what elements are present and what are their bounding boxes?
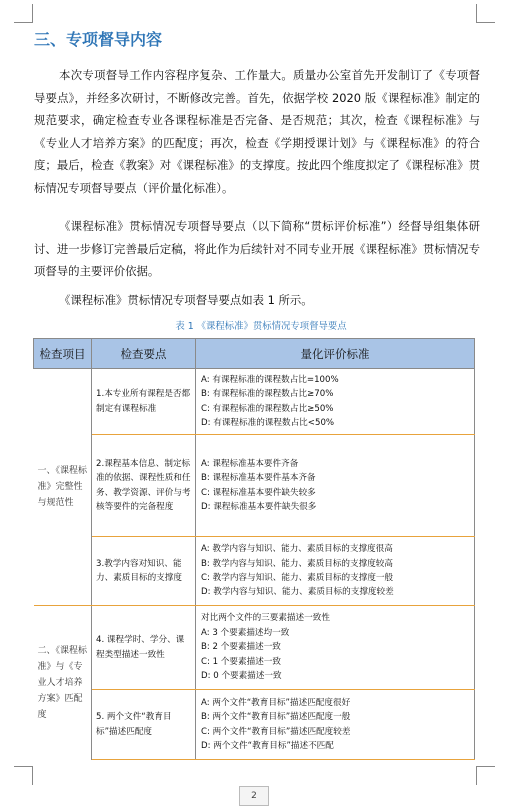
criteria-line: C: 有课程标准的课程数占比≥50% — [201, 403, 334, 414]
table-row — [34, 537, 475, 606]
check-point-cell: 4. 课程学时、学分、课程类型描述一致性 — [92, 606, 196, 690]
table-header-row — [34, 339, 475, 369]
criteria-line: 对比两个文件的三要素描述一致性 — [201, 613, 330, 624]
criteria-line: C: 1 个要素描述一致 — [201, 656, 281, 667]
criteria-line: D: 课程标准基本要件缺失很多 — [201, 501, 317, 512]
crop-mark-top-left — [14, 4, 33, 23]
criteria-cell — [196, 537, 475, 606]
criteria-line: C: 两个文件“教育目标”描述匹配度较差 — [201, 726, 351, 737]
criteria-line: D: 两个文件“教育目标”描述不匹配 — [201, 740, 334, 751]
category-cell: 一、《课程标准》完整性与规范性 — [34, 369, 92, 606]
criteria-line: A: 教学内容与知识、能力、素质目标的支撑度很高 — [201, 544, 393, 555]
criteria-line: A: 3 个要素描述均一致 — [201, 627, 290, 638]
criteria-line: D: 0 个要素描述一致 — [201, 671, 282, 682]
crop-mark-bottom-left — [14, 766, 33, 785]
criteria-cell — [196, 690, 475, 760]
paragraph-1: 本次专项督导工作内容程序复杂、工作量大。质量办公室首先开发制订了《专项督导要点》，并经多次研讨，不断修改完善。首先，依据学校 2020 版《课程标准》制定的规范要求，确定检查专业各课程标准是否完备、是否规范；其次，检查《课程标准》与《专业人才培养方案》的匹配度；再次，检查《学期授课计划》与《课程标准》的符合度；最后，检查《教案》对《课程标准》的支撑度。按此四个维度拟定了《课程标准》贯标情况专项督导要点（评价量化标准）。 — [34, 68, 480, 195]
crop-mark-top-right — [476, 4, 495, 23]
criteria-line: B: 教学内容与知识、能力、素质目标的支撑度较高 — [201, 558, 393, 569]
criteria-cell — [196, 606, 475, 690]
table-row — [34, 435, 475, 537]
table-caption: 表 1 《课程标准》贯标情况专项督导要点 — [175, 321, 347, 332]
table-row — [34, 606, 475, 690]
crop-mark-bottom-right — [476, 766, 495, 785]
table-row — [34, 369, 475, 435]
criteria-cell — [196, 369, 475, 435]
check-point-cell: 1.本专业所有课程是否都制定有课程标准 — [92, 369, 196, 435]
header-criteria: 量化评价标准 — [196, 339, 475, 369]
check-point-cell: 2.课程基本信息、制定标准的依据、课程性质和任务、教学资源、评价与考核等要件的完备程度 — [92, 435, 196, 537]
criteria-line: B: 2 个要素描述一致 — [201, 642, 281, 653]
criteria-line: A: 两个文件“教育目标”描述匹配度很好 — [201, 697, 351, 708]
criteria-line: D: 教学内容与知识、能力、素质目标的支撑度较差 — [201, 587, 394, 598]
header-check-point: 检查要点 — [92, 339, 196, 369]
criteria-line: C: 教学内容与知识、能力、素质目标的支撑度一般 — [201, 573, 394, 583]
criteria-line: B: 有课程标准的课程数占比≥70% — [201, 389, 334, 400]
criteria-line: A: 课程标准基本要件齐备 — [201, 458, 299, 469]
criteria-line: A: 有课程标准的课程数占比=100% — [201, 374, 339, 385]
paragraph-2: 《课程标准》贯标情况专项督导要点（以下简称“贯标评价标准”）经督导组集体研讨、进一步修订完善最后定稿，将此作为后续针对不同专业开展《课程标准》贯标情况专项督导的主要评价依据。 — [34, 219, 480, 279]
criteria-cell — [196, 435, 475, 537]
header-check-item: 检查项目 — [34, 339, 92, 369]
criteria-line: B: 课程标准基本要件基本齐备 — [201, 473, 316, 484]
evaluation-table — [33, 338, 475, 760]
paragraph-3: 《课程标准》贯标情况专项督导要点如表 1 所示。 — [59, 293, 313, 307]
table-row — [34, 690, 475, 760]
page-number: 2 — [239, 786, 269, 806]
criteria-line: D: 有课程标准的课程数占比<50% — [201, 417, 335, 428]
check-point-cell: 5. 两个文件“教育目标”描述匹配度 — [92, 690, 196, 760]
criteria-line: B: 两个文件“教育目标”描述匹配度一般 — [201, 712, 351, 723]
criteria-line: C: 课程标准基本要件缺失较多 — [201, 487, 316, 498]
check-point-cell: 3.教学内容对知识、能力、素质目标的支撑度 — [92, 537, 196, 606]
category-cell: 二、《课程标准》与《专业人才培养方案》匹配度 — [34, 606, 92, 760]
section-heading: 三、专项督导内容 — [34, 30, 163, 49]
